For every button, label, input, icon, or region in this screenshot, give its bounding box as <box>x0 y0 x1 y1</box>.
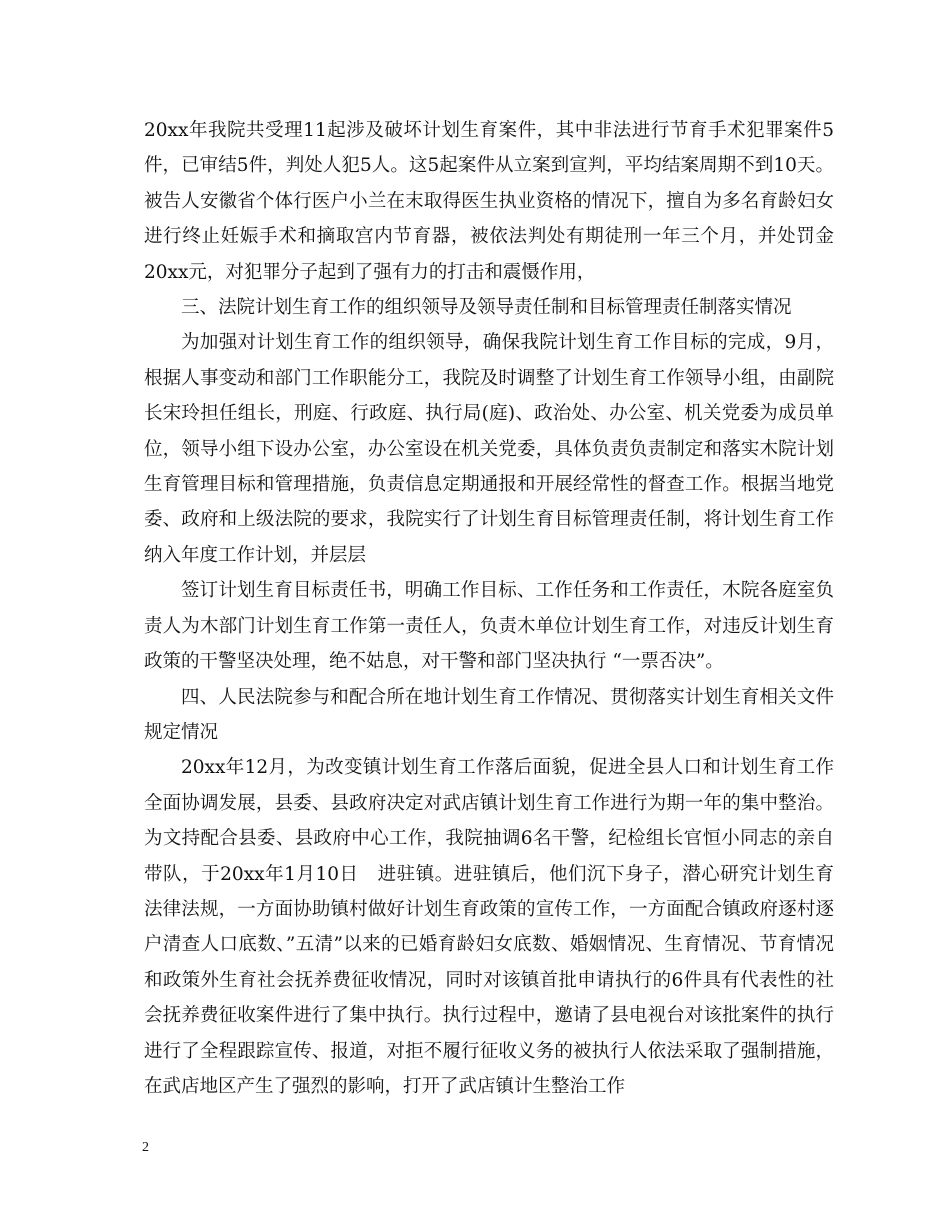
document-body <box>144 113 834 1104</box>
page-number: 2 <box>142 1140 149 1155</box>
paragraph-cooperation: 20xx年12月，为改变镇计划生育工作落后面貌，促进全县人口和计划生育工作全面协调发展，县委、县政府决定对武店镇计划生育工作进行为期一年的集中整治。为文持配合县委、县政府中心工作，我院抽调6名干警，纪检组长官恒小同志的亲自带队，于20xx年1月10日 进驻镇。进驻镇后，他们沉下身子，潜心研究计划生育法律法规，一方面协助镇村做好计划生育政策的宣传工作，一方面配合镇政府逐村逐户清查人口底数、”五清”以来的已婚育龄妇女底数、婚姻情况、生育情况、节育情况和政策外生育社会抚养费征收情况，同时对该镇首批申请执行的6件具有代表性的社会抚养费征收案件进行了集中执行。执行过程中，邀请了县电视台对该批案件的执行进行了全程跟踪宣传、报道，对拒不履行征收义务的被执行人依法采取了强制措施，在武店地区产生了强烈的影响，打开了武店镇计生整治工作 <box>144 757 834 1097</box>
paragraph-case-summary: 20xx年我院共受理11起涉及破坏计划生育案件，其中非法进行节育手术犯罪案件5件，已审结5件，判处人犯5人。这5起案件从立案到宣判，平均结案周期不到10天。被告人安徽省个体行医户小兰在末取得医生执业资格的情况下，擅自为多名育龄妇女进行终止妊娠手术和摘取宫内节育器，被依法判处有期徒刑一年三个月，并处罚金 20xx元，对犯罪分子起到了强有力的打击和震慑作用， <box>144 120 834 283</box>
paragraph-organization: 为加强对计划生育工作的组织领导，确保我院计划生育工作目标的完成，9月，根据人事变动和部门工作职能分工，我院及时调整了计划生育工作领导小组，由副院长宋玲担任组长，刑庭、行政庭、执行局(庭)、政治处、办公室、机关党委为成员单位，领导小组下设办公室，办公室设在机关党委，具体负责负责制定和落实木院计划生育管理目标和管理措施，负责信息定期通报和开展经常性的督查工作。根据当地党委、政府和上级法院的要求，我院实行了计划生育目标管理责任制，将计划生育工作纳入年度工作计划，并层层 <box>144 332 834 566</box>
paragraph-responsibility: 签订计划生育目标责任书，明确工作目标、工作任务和工作责任，木院各庭室负责人为木部门计划生育工作第一责任人，负责木单位计划生育工作，对违反计划生育政策的干警坚决处理，绝不姑息，对干警和部门坚决执行 “一票否决”。 <box>144 580 834 673</box>
section-heading-3: 三、法院计划生育工作的组织领导及领导责任制和目标管理责任制落实情况 <box>181 297 792 319</box>
section-heading-4: 四、人民法院参与和配合所在地计划生育工作情况、贯彻落实计划生育相关文件规定情况 <box>144 686 834 743</box>
